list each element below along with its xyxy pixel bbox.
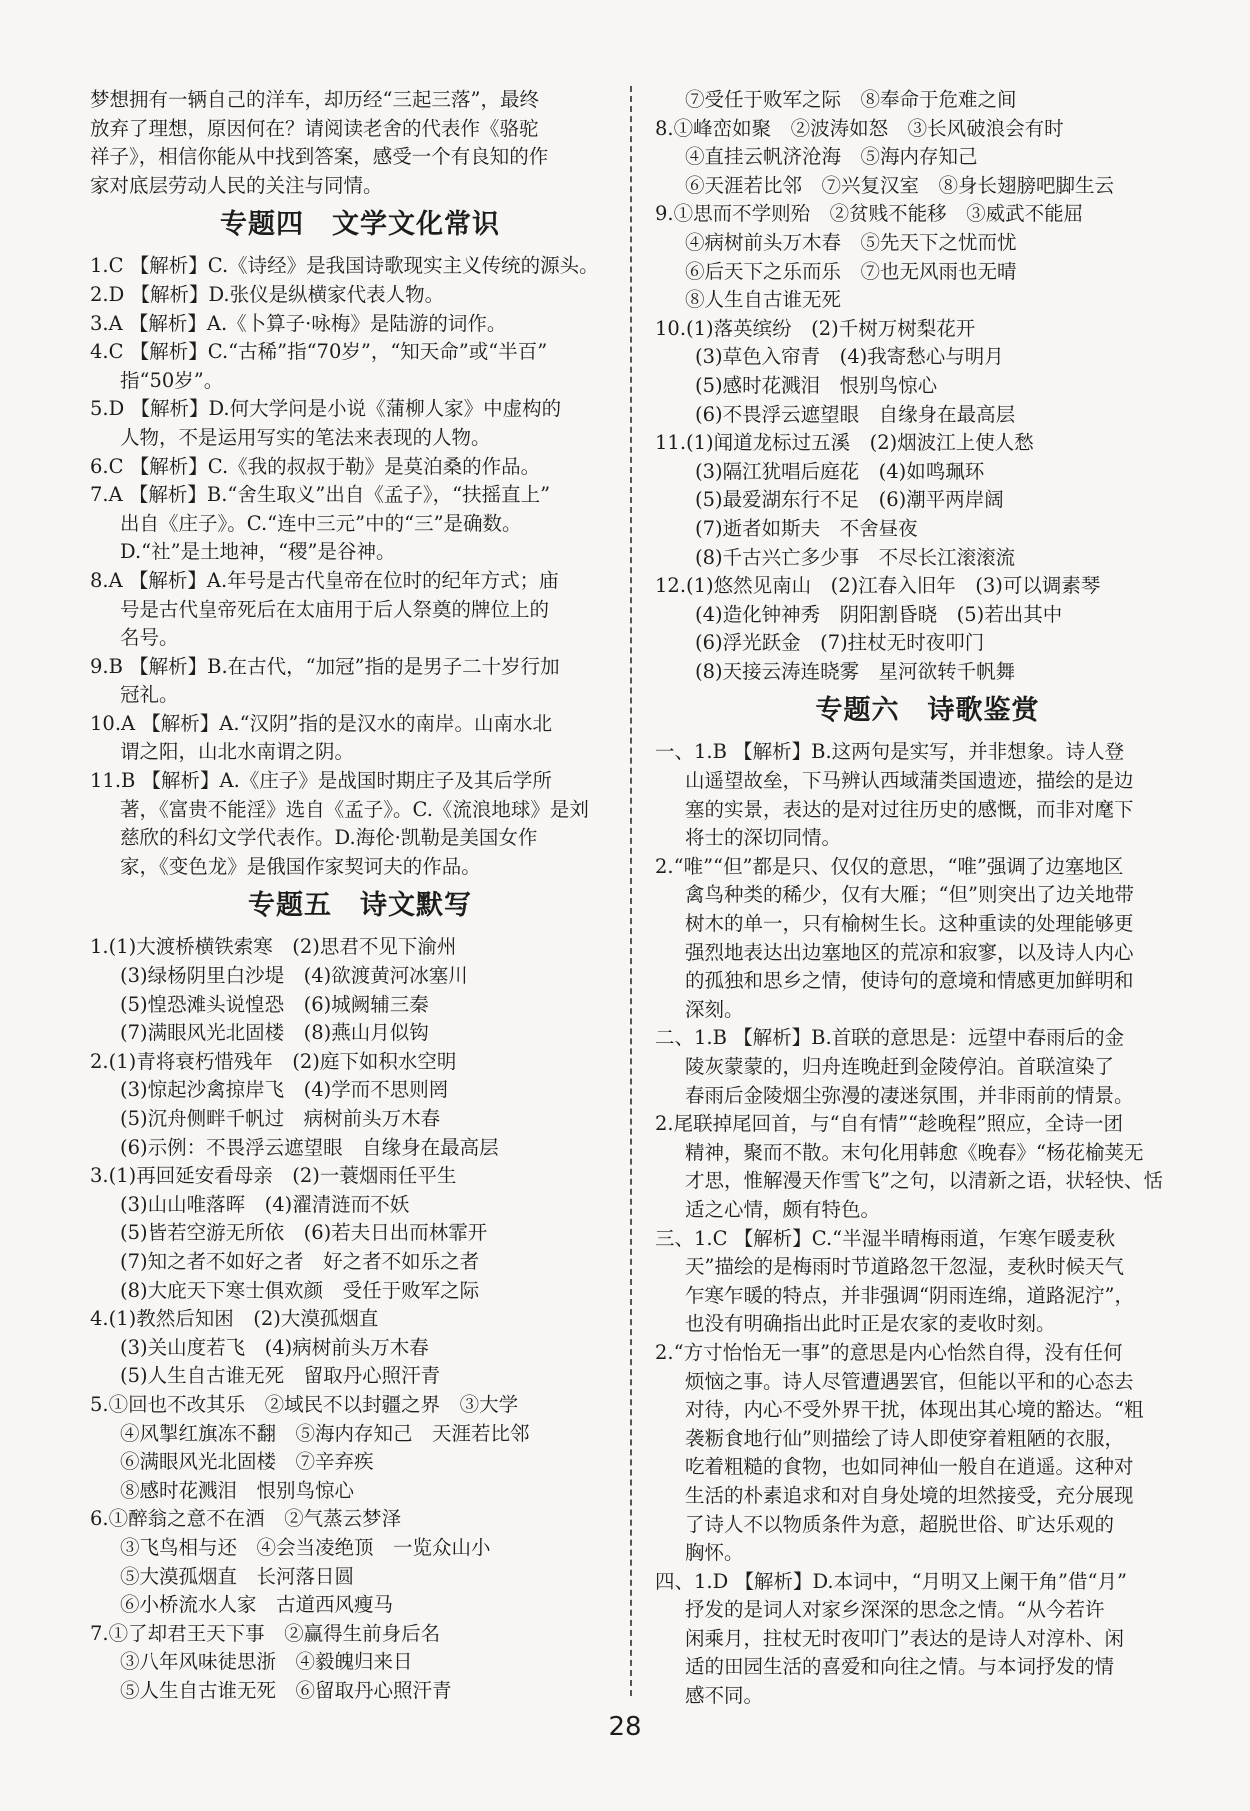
text-line: 塞的实景，表达的是对过往历史的感慨，而非对麾下 [685, 797, 1134, 821]
text-line: ③飞鸟相与还 ④会当凌绝顶 一览众山小 [120, 1535, 491, 1559]
text-line: ⑤人生自古谁无死 ⑥留取丹心照汗青 [120, 1678, 452, 1702]
text-line: 号是古代皇帝死后在太庙用于后人祭奠的牌位上的 [120, 597, 550, 621]
text-line: 7.①了却君王天下事 ②赢得生前身后名 [90, 1621, 441, 1645]
text-line: 7.A 【解析】B.“舍生取义”出自《孟子》，“扶摇直上” [90, 483, 551, 507]
text-line: (3)惊起沙禽掠岸飞 (4)学而不思则罔 [120, 1078, 449, 1102]
text-line: 11.(1)闻道龙标过五溪 (2)烟波江上使人愁 [655, 431, 1034, 455]
text-line: (3)绿杨阴里白沙堤 (4)欲渡黄河冰塞川 [120, 964, 468, 988]
text-line: (6)不畏浮云遮望眼 自缘身在最高层 [695, 402, 1016, 426]
text-line: 精神，聚而不散。末句化用韩愈《晚春》“杨花榆荚无 [685, 1140, 1144, 1164]
text-line: 也没有明确指出此时正是农家的麦收时刻。 [685, 1312, 1056, 1336]
text-line: (7)知之者不如好之者 好之者不如乐之者 [120, 1249, 480, 1273]
text-line: 2.尾联掉尾回首，与“自有情”“趁晚程”照应，全诗一团 [655, 1112, 1123, 1136]
text-line: 3.(1)再回延安看母亲 (2)一蓑烟雨任平生 [90, 1164, 457, 1188]
text-line: 6.C 【解析】C.《我的叔叔于勒》是莫泊桑的作品。 [90, 454, 541, 478]
text-line: 才思，惟解漫天作雪飞”之句，以清新之语，状轻快、恬 [685, 1169, 1163, 1193]
text-line: 祥子》，相信你能从中找到答案，感受一个有良知的作 [90, 145, 549, 169]
column-divider [630, 86, 632, 1696]
text-line: 放弃了理想，原因何在？请阅读老舍的代表作《骆驼 [90, 116, 539, 140]
text-line: 9.B 【解析】B.在古代，“加冠”指的是男子二十岁行加 [90, 654, 560, 678]
text-line: ⑦受任于败军之际 ⑧奉命于危难之间 [685, 88, 1017, 111]
text-line: 3.A 【解析】A.《卜算子·咏梅》是陆游的词作。 [90, 311, 507, 335]
text-line: (8)大庇天下寒士俱欢颜 受任于败军之际 [120, 1278, 480, 1302]
text-line: 出自《庄子》。C.“连中三元”中的“三”是确数。 [120, 511, 522, 535]
text-line: ④直挂云帆济沧海 ⑤海内存知己 [685, 145, 978, 169]
text-line: 慈欣的科幻文学代表作。D.海伦·凯勒是美国女作 [120, 826, 538, 850]
text-line: 10.A 【解析】A.“汉阴”指的是汉水的南岸。山南水北 [90, 711, 553, 735]
text-line: (4)造化钟神秀 阴阳割昏晓 (5)若出其中 [695, 602, 1063, 626]
text-line: (3)草色入帘青 (4)我寄愁心与明月 [695, 345, 1004, 369]
text-line: (5)沉舟侧畔千帆过 病树前头万木春 [120, 1107, 441, 1130]
text-line: ⑥后天下之乐而乐 ⑦也无风雨也无晴 [685, 259, 1017, 283]
text-line: ④病树前头万木春 ⑤先天下之忧而忧 [685, 230, 1017, 254]
text-line: 冠礼。 [120, 683, 179, 707]
text-line: 山遥望故垒，下马辨认西域蒲类国遗迹，描绘的是边 [685, 769, 1134, 793]
text-line: (6)示例：不畏浮云遮望眼 自缘身在最高层 [120, 1135, 499, 1159]
text-line: (5)最爱湖东行不足 (6)潮平两岸阔 [695, 488, 1004, 512]
text-line: 指“50岁”。 [120, 368, 224, 392]
text-line: 12.(1)悠然见南山 (2)江春入旧年 (3)可以调素琴 [655, 574, 1101, 598]
text-line: 乍寒乍暖的特点，并非强调“阴雨连绵，道路泥泞”， [685, 1283, 1134, 1307]
text-line: (7)逝者如斯夫 不舍昼夜 [695, 516, 918, 540]
text-line: 著，《富贵不能淫》选自《孟子》。C.《流浪地球》是刘 [120, 797, 589, 821]
left-column [90, 86, 630, 1705]
text-line: 名号。 [120, 626, 179, 650]
text-line: (8)千古兴亡多少事 不尽长江滚滚流 [695, 545, 1016, 569]
text-line: ⑥天涯若比邻 ⑦兴复汉室 ⑧身长翅膀吧脚生云 [685, 173, 1115, 197]
text-line: ④风掣红旗冻不翻 ⑤海内存知己 天涯若比邻 [120, 1421, 530, 1445]
section-title: 专题六 诗歌鉴赏 [815, 695, 1040, 727]
text-line: 胸怀。 [685, 1541, 744, 1565]
text-line: (6)浮光跃金 (7)拄杖无时夜叩门 [695, 631, 985, 655]
text-line: 9.①思而不学则殆 ②贫贱不能移 ③威武不能屈 [655, 202, 1084, 226]
right-column [655, 86, 1200, 1711]
text-line: (5)人生自古谁无死 留取丹心照汗青 [120, 1364, 441, 1388]
text-line: 8.①峰峦如聚 ②波涛如怒 ③长风破浪会有时 [655, 116, 1064, 140]
text-line: 树木的单一，只有榆树生长。这种重读的处理能够更 [685, 912, 1134, 936]
text-line: (3)山山唯落晖 (4)濯清涟而不妖 [120, 1192, 410, 1216]
text-line: 闲乘月，拄杖无时夜叩门”表达的是诗人对淳朴、闲 [685, 1626, 1124, 1650]
text-line: 抒发的是词人对家乡深深的思念之情。“从今若许 [685, 1598, 1105, 1622]
text-line: 10.(1)落英缤纷 (2)千树万树梨花开 [655, 316, 976, 340]
text-line: 生活的朴素追求和对自身处境的坦然接受，充分展现 [685, 1483, 1134, 1507]
text-line: ⑧人生自古谁无死 [685, 288, 842, 312]
text-line: 的孤独和思乡之情，使诗句的意境和情感更加鲜明和 [685, 969, 1134, 993]
text-line: 2.“方寸怡怡无一事”的意思是内心怡然自得，没有任何 [655, 1340, 1123, 1364]
text-line: (5)皆若空游无所依 (6)若夫日出而林霏开 [120, 1221, 488, 1245]
text-line: 感不同。 [685, 1684, 764, 1708]
text-line: (3)隔江犹唱后庭花 (4)如鸣珮环 [695, 459, 985, 483]
text-line: 2.“唯”“但”都是只、仅仅的意思，“唯”强调了边塞地区 [655, 854, 1124, 878]
text-line: 谓之阳，山北水南谓之阴。 [120, 740, 355, 764]
text-line: 6.①醉翁之意不在酒 ②气蒸云梦泽 [90, 1507, 402, 1531]
text-line: 陵灰蒙蒙的，归舟连晚赶到金陵停泊。首联渲染了 [685, 1055, 1115, 1078]
text-line: 强烈地表达出边塞地区的荒凉和寂寥，以及诗人内心 [685, 940, 1134, 964]
text-line: 禽鸟种类的稀少，仅有大雁；“但”则突出了边关地带 [685, 883, 1134, 907]
text-line: 天”描绘的是梅雨时节道路忽干忽湿，麦秋时候天气 [685, 1255, 1124, 1279]
text-line: 袭粝食地行仙”则描绘了诗人即使穿着粗陋的衣服， [685, 1426, 1124, 1450]
text-line: ⑧感时花溅泪 恨别鸟惊心 [120, 1478, 355, 1502]
text-line: 三、1.C 【解析】C.“半湿半晴梅雨道，乍寒乍暖麦秋 [655, 1226, 1116, 1250]
text-line: 将士的深切同情。 [685, 826, 842, 850]
text-line: (8)天接云涛连晓雾 星河欲转千帆舞 [695, 659, 1016, 683]
text-line: 5.①回也不改其乐 ②域民不以封疆之界 ③大学 [90, 1392, 519, 1416]
text-line: 2.(1)青将衰朽惜残年 (2)庭下如积水空明 [90, 1049, 457, 1073]
text-line: 1.(1)大渡桥横铁索寒 (2)思君不见下渝州 [90, 935, 457, 959]
text-line: 家，《变色龙》是俄国作家契诃夫的作品。 [120, 854, 481, 878]
text-line: 深刻。 [685, 997, 744, 1021]
text-line: 一、1.B 【解析】B.这两句是实写，并非想象。诗人登 [655, 740, 1125, 764]
text-line: 吃着粗糙的食物，也如同神仙一般自在逍遥。这种对 [685, 1455, 1134, 1479]
text-line: 烦恼之事。诗人尽管遭遇罢官，但能以平和的心态去 [685, 1369, 1134, 1393]
text-line: 二、1.B 【解析】B.首联的意思是：远望中春雨后的金 [655, 1026, 1125, 1050]
text-line: 春雨后金陵烟尘弥漫的凄迷氛围，并非雨前的情景。 [685, 1083, 1134, 1107]
text-line: 适之心情，颇有特色。 [685, 1197, 881, 1221]
text-line: (5)惶恐滩头说惶恐 (6)城阙辅三秦 [120, 992, 429, 1016]
text-line: 4.(1)教然后知困 (2)大漠孤烟直 [90, 1307, 379, 1331]
text-line: 11.B 【解析】A.《庄子》是战国时期庄子及其后学所 [90, 769, 552, 793]
text-line: 适的田园生活的喜爱和向往之情。与本词抒发的情 [685, 1655, 1115, 1679]
text-line: 5.D 【解析】D.何大学问是小说《蒲柳人家》中虚构的 [90, 397, 562, 421]
text-line: 8.A 【解析】A.年号是古代皇帝在位时的纪年方式；庙 [90, 568, 559, 592]
text-line: 家对底层劳动人民的关注与同情。 [90, 173, 383, 197]
text-line: 对待，内心不受外界干扰，体现出其心境的豁达。“粗 [685, 1398, 1144, 1422]
text-line: 了诗人不以物质条件为意，超脱世俗、旷达乐观的 [685, 1512, 1115, 1536]
text-line: (7)满眼风光北固楼 (8)燕山月似钩 [120, 1021, 429, 1045]
text-line: 4.C 【解析】C.“古稀”指“70岁”，“知天命”或“半百” [90, 340, 548, 364]
text-line: 2.D 【解析】D.张仪是纵横家代表人物。 [90, 282, 445, 306]
text-line: D.“社”是土地神，“稷”是谷神。 [120, 540, 396, 564]
text-line: ③八年风味徒思浙 ④毅魄归来日 [120, 1650, 413, 1674]
section-title: 专题五 诗文默写 [248, 890, 472, 922]
text-line: 1.C 【解析】C.《诗经》是我国诗歌现实主义传统的源头。 [90, 254, 599, 278]
text-line: ⑤大漠孤烟直 长河落日圆 [120, 1564, 355, 1588]
text-line: ⑥小桥流水人家 古道西风瘦马 [120, 1593, 394, 1617]
page-number: 28 [608, 1712, 642, 1742]
text-line: (3)关山度若飞 (4)病树前头万木春 [120, 1335, 429, 1359]
text-line: 梦想拥有一辆自己的洋车，却历经“三起三落”，最终 [90, 88, 539, 111]
text-line: ⑥满眼风光北固楼 ⑦辛弃疾 [120, 1450, 374, 1474]
text-line: 四、1.D 【解析】D.本词中，“月明又上阑干角”借“月” [655, 1569, 1127, 1593]
text-line: 人物，不是运用写实的笔法来表现的人物。 [120, 425, 491, 449]
text-line: (5)感时花溅泪 恨别鸟惊心 [695, 373, 938, 397]
section-title: 专题四 文学文化常识 [220, 209, 500, 241]
